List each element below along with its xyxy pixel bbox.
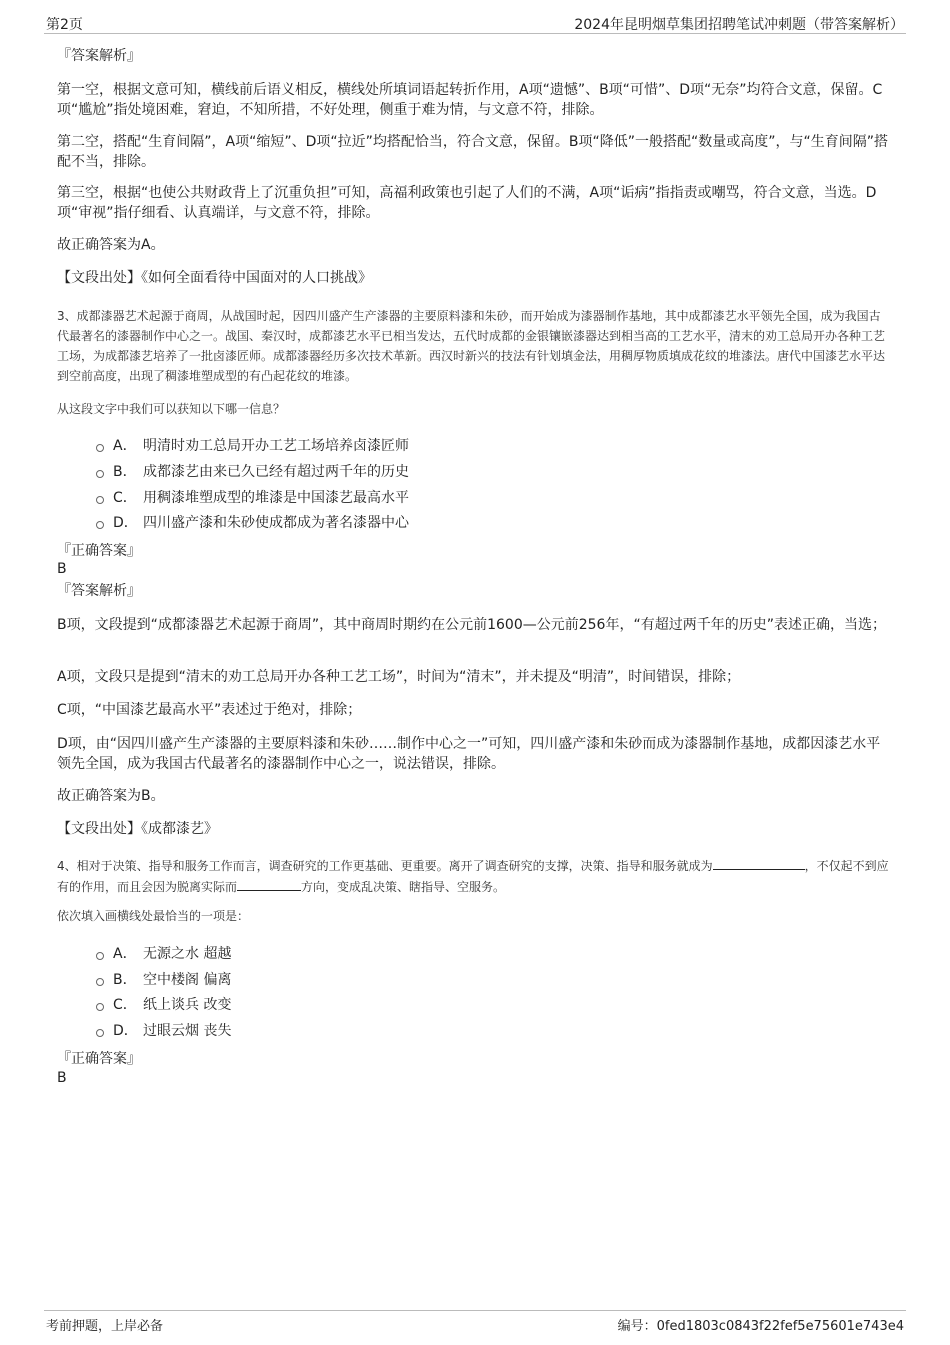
option-letter: D． [113, 1023, 138, 1039]
option-text: 用稠漆堆塑成型的堆漆是中国漆艺最高水平 [143, 490, 409, 506]
q3-analysis-para1: B项，文段提到“成都漆器艺术起源于商周”，其中商周时期约在公元前1600—公元前256年，“有超过两千年的历史”表述正确，当选； [57, 617, 886, 633]
footer-code: 编号：0fed1803c0843f22fef5e75601e743e4 [617, 1319, 904, 1334]
q3-answer-label: 『正确答案』 [57, 543, 141, 559]
option-text: 纸上谈兵 改变 [143, 997, 232, 1013]
q3-analysis-para4: D项，由“因四川盛产生产漆器的主要原料漆和朱砂……制作中心之一”可知，四川盛产漆和朱砂而成为漆器制作基地，成都因漆艺水平领先全国，成为我国古代最著名的漆器制作中心之一，说法错误，排除。 [57, 736, 881, 772]
q2-analysis-para1: 第一空，根据文意可知，横线前后语义相反，横线处所填词语起转折作用，A项“遗憾”、B项“可惜”、D项“无奈”均符合文意，保留。C项“尴尬”指处境困难，窘迫，不知所措，不好处理，侧重于难为情，与文意不符，排除。 [57, 82, 883, 118]
q2-analysis-label: 『答案解析』 [57, 48, 141, 64]
option-text: 无源之水 超越 [143, 946, 232, 962]
q4-stem-part1: 4、相对于决策、指导和服务工作而言，调查研究的工作更基础、更重要。离开了调查研究的支撑，决策、指导和服务就成为 [57, 859, 713, 873]
option-letter: D． [113, 515, 138, 531]
q2-analysis-para3: 第三空，根据“也使公共财政背上了沉重负担”可知，高福利政策也引起了人们的不满，A项“诟病”指指责或嘲骂，符合文意，当选。D项“审视”指仔细看、认真端详，与文意不符，排除。 [57, 185, 877, 221]
q4-stem-part3: 方向，变成乱决策、瞎指导、空服务。 [301, 880, 506, 894]
q4-option-b[interactable] [96, 970, 231, 990]
radio-icon[interactable] [96, 1003, 104, 1011]
q4-option-a[interactable] [96, 944, 231, 964]
radio-icon[interactable] [96, 1029, 104, 1037]
q4-stem-part2: ，不仅起不到应有的作用，而且会因为脱离实际而 [57, 859, 889, 894]
q4-option-c[interactable] [96, 995, 231, 1015]
option-text: 空中楼阁 偏离 [143, 972, 232, 988]
q4-option-d[interactable] [96, 1021, 231, 1041]
q3-source: 【文段出处】《成都漆艺》 [57, 821, 218, 837]
page-number: 第2页 [46, 17, 83, 33]
option-letter: A． [113, 946, 137, 962]
q4-blank-2 [237, 876, 301, 891]
option-text: 过眼云烟 丧失 [143, 1023, 232, 1039]
q2-source: 【文段出处】《如何全面看待中国面对的人口挑战》 [57, 270, 372, 286]
option-letter: C． [113, 490, 137, 506]
option-text: 成都漆艺由来已久已经有超过两千年的历史 [143, 464, 409, 480]
q3-option-a[interactable] [96, 436, 409, 456]
radio-icon[interactable] [96, 978, 104, 986]
q3-option-b[interactable] [96, 462, 409, 482]
q4-answer: B [57, 1070, 67, 1086]
option-letter: C． [113, 997, 137, 1013]
q3-analysis-para2: A项，文段只是提到“清末的劝工总局开办各种工艺工场”，时间为“清末”，并未提及“明清”，时间错误，排除； [57, 669, 741, 685]
option-letter: A． [113, 438, 137, 454]
q2-analysis-para2: 第二空，搭配“生育间隔”，A项“缩短”、D项“拉近”均搭配恰当，符合文意，保留。B项“降低”一般搭配“数量或高度”，与“生育间隔”搭配不当，排除。 [57, 134, 888, 170]
q4-stem [57, 855, 892, 897]
q3-answer: B [57, 561, 67, 577]
q4-question: 依次填入画横线处最恰当的一项是： [57, 909, 250, 923]
q3-analysis-para3: C项，“中国漆艺最高水平”表述过于绝对，排除； [57, 702, 362, 718]
q3-option-d[interactable] [96, 513, 409, 533]
q3-analysis-label: 『答案解析』 [57, 583, 141, 599]
footer-divider [44, 1310, 906, 1311]
option-text: 四川盛产漆和朱砂使成都成为著名漆器中心 [143, 515, 409, 531]
q3-option-c[interactable] [96, 488, 409, 508]
q2-conclusion: 故正确答案为A。 [57, 237, 165, 253]
document-title: 2024年昆明烟草集团招聘笔试冲刺题（带答案解析） [574, 17, 904, 33]
option-letter: B． [113, 464, 137, 480]
radio-icon[interactable] [96, 496, 104, 504]
footer-slogan: 考前押题，上岸必备 [46, 1319, 164, 1334]
radio-icon[interactable] [96, 470, 104, 478]
q4-answer-label: 『正确答案』 [57, 1051, 141, 1067]
option-text: 明清时劝工总局开办工艺工场培养卤漆匠师 [143, 438, 409, 454]
q3-question: 从这段文字中我们可以获知以下哪一信息？ [57, 402, 286, 416]
q4-blank-1 [713, 855, 805, 870]
option-letter: B． [113, 972, 137, 988]
header-divider [44, 33, 906, 34]
radio-icon[interactable] [96, 521, 104, 529]
radio-icon[interactable] [96, 952, 104, 960]
radio-icon[interactable] [96, 444, 104, 452]
q3-conclusion: 故正确答案为B。 [57, 788, 165, 804]
q3-stem: 3、成都漆器艺术起源于商周，从战国时起，因四川盛产生产漆器的主要原料漆和朱砂，而开始成为漆器制作基地，其中成都漆艺水平领先全国，成为我国古代最著名的漆器制作中心之一。战国、秦汉时，成都漆艺水平已相当发达，五代时成都的金银镶嵌漆器达到相当高的工艺水平，清末的劝工总局开办各种工艺工场，为成都漆艺培养了一批卤漆匠师。成都漆器经历多次技术革新。西汉时新兴的技法有针划填金法，用稠厚物质填成花纹的堆漆法。唐代中国漆艺水平达到空前高度，出现了稠漆堆塑成型的有凸起花纹的堆漆。 [57, 309, 886, 383]
